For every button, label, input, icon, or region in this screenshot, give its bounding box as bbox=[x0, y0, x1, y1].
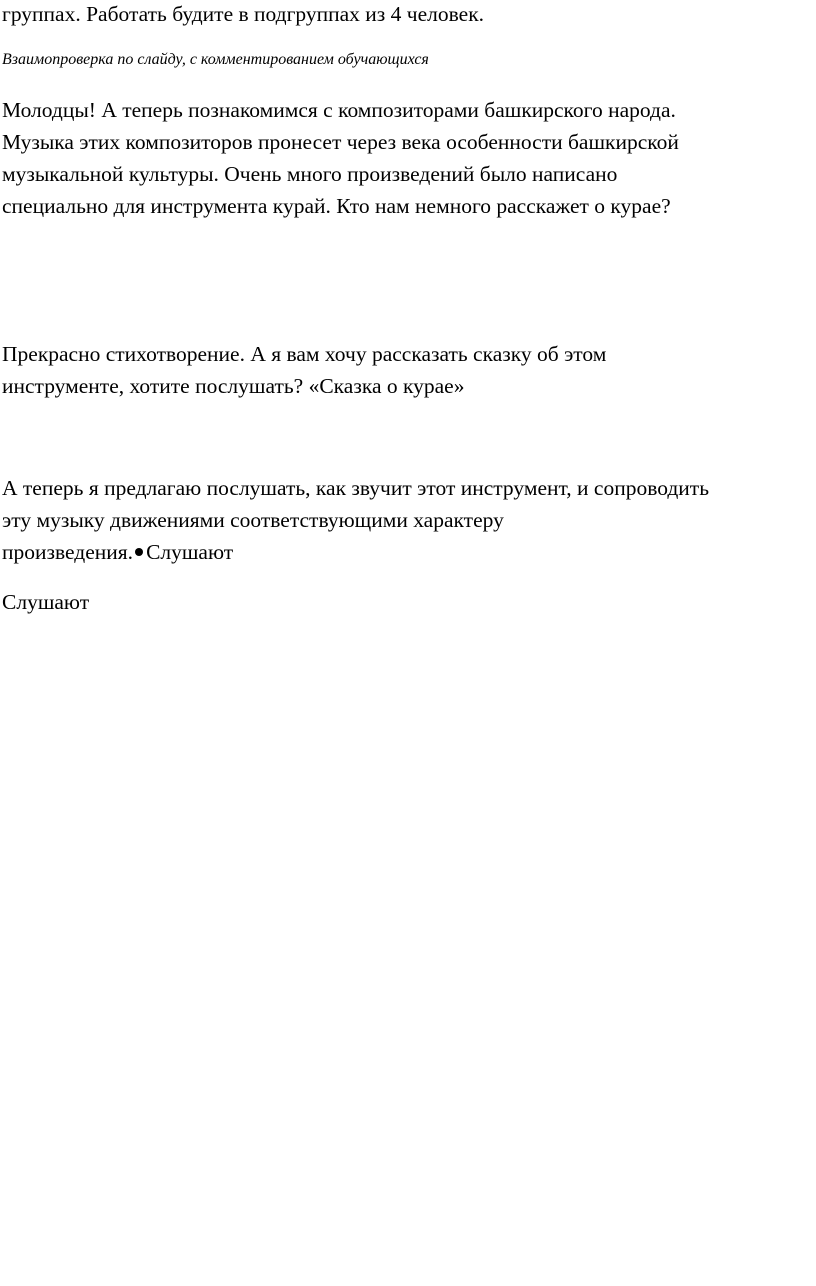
bullet-icon bbox=[135, 548, 143, 556]
peer-review-note: Взаимопроверка по слайду, с комментированием обучающихся bbox=[2, 51, 429, 68]
text-line: А теперь я предлагаю послушать, как звучит этот инструмент, и сопроводить bbox=[2, 476, 710, 500]
paragraph-fairy-tale bbox=[2, 338, 606, 402]
text-line bbox=[2, 536, 709, 568]
text-line: специально для инструмента курай. Кто нам немного расскажет о курае? bbox=[2, 194, 671, 218]
text-line: музыкальной культуры. Очень много произведений было написано bbox=[2, 162, 618, 186]
text-line: Прекрасно стихотворение. А я вам хочу рассказать сказку об этом bbox=[2, 342, 607, 366]
text-line: Музыка этих композиторов пронесет через века особенности башкирской bbox=[2, 130, 679, 154]
text-fragment: произведения. bbox=[2, 540, 134, 564]
paragraph-groups-instruction: группах. Работать будите в подгруппах из 4 человек. bbox=[2, 2, 485, 26]
text-fragment: Слушают bbox=[146, 540, 234, 564]
text-line: эту музыку движениями соответствующими характеру bbox=[2, 508, 504, 532]
text-line: инструменте, хотите послушать? «Сказка о курае» bbox=[2, 374, 465, 398]
paragraph-listening-response: Слушают bbox=[2, 590, 90, 614]
paragraph-listening bbox=[2, 472, 709, 568]
paragraph-composers bbox=[2, 94, 679, 222]
text-line: Молодцы! А теперь познакомимся с композиторами башкирского народа. bbox=[2, 98, 676, 122]
